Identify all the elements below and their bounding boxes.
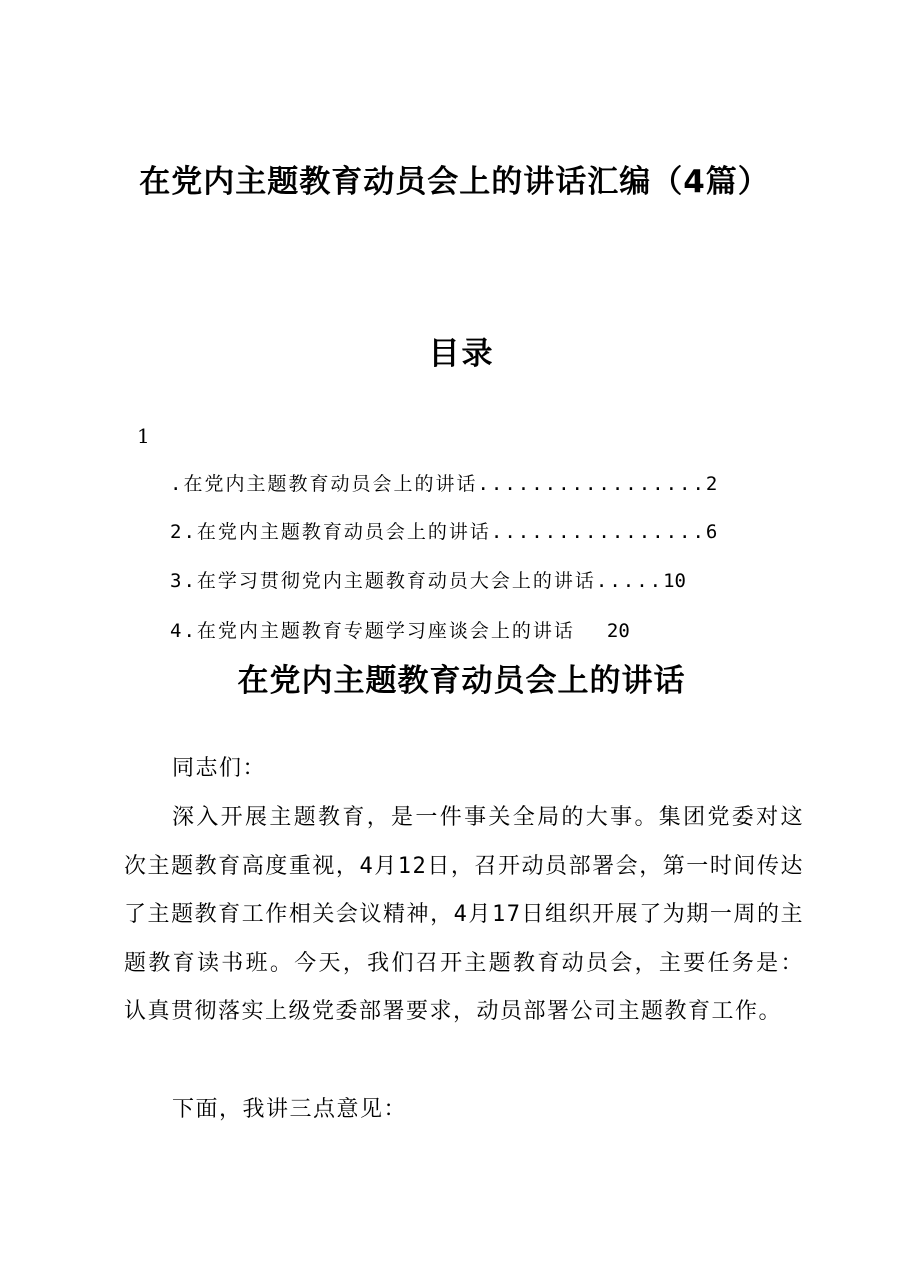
toc-item-page: 20 xyxy=(606,620,630,642)
toc-item-page: 2 xyxy=(705,473,718,495)
toc-item[interactable] xyxy=(170,470,717,498)
body-paragraph: 深入开展主题教育，是一件事关全局的大事。集团党委对这次主题教育高度重视，4月12日，召开动员部署会，第一时间传达了主题教育工作相关会议精神，4月17日组织开展了为期一周的主题教育读书班。今天，我们召开主题教育动员会，主要任务是：认真贯彻落实上级党委部署要求，动员部署公司主题教育工作。 xyxy=(124,805,804,1025)
toc-stray-number: 1 xyxy=(137,424,150,448)
greeting: 同志们： xyxy=(172,756,267,781)
toc-item-leader: ................. xyxy=(477,473,706,495)
toc-item-page: 10 xyxy=(663,570,686,592)
toc-item-leader: ..... xyxy=(595,570,664,592)
toc-item[interactable] xyxy=(170,567,686,595)
toc-item[interactable] xyxy=(170,518,717,546)
toc-item-label: .在党内主题教育动员会上的讲话 xyxy=(170,473,478,495)
section-title: 在党内主题教育动员会上的讲话 xyxy=(237,663,686,699)
toc-item-page: 6 xyxy=(705,521,718,543)
toc-item-leader: ................ xyxy=(490,521,706,543)
document-title: 在党内主题教育动员会上的讲话汇编（4篇） xyxy=(139,164,770,200)
toc-heading: 目录 xyxy=(428,336,495,372)
toc-item[interactable] xyxy=(170,617,630,645)
toc-item-label: 3.在学习贯彻党内主题教育动员大会上的讲话 xyxy=(170,570,596,592)
body-paragraph: 下面，我讲三点意见： xyxy=(172,1097,408,1122)
toc-item-label: 2.在党内主题教育动员会上的讲话 xyxy=(170,521,491,543)
toc-item-label: 4.在党内主题教育专题学习座谈会上的讲话 xyxy=(170,620,575,642)
